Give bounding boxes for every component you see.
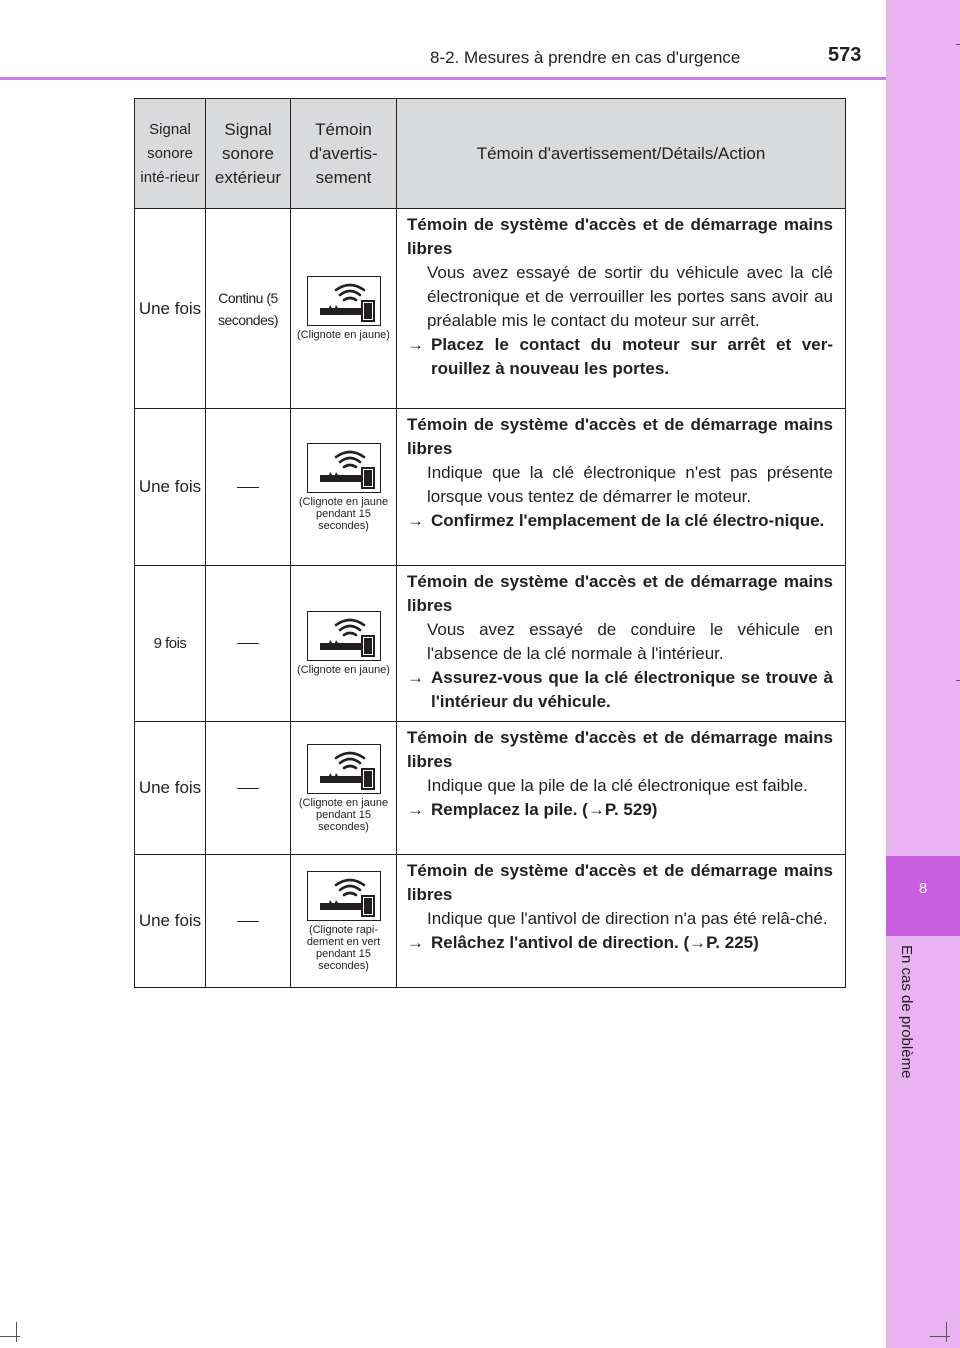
warning-title: Témoin de système d'accès et de démarrage mains libres	[407, 415, 833, 458]
warning-action	[407, 931, 833, 955]
table-header-row	[135, 99, 846, 209]
table-body	[135, 209, 846, 988]
chapter-title: En cas de problème	[898, 945, 915, 1079]
chapter-number: 8	[918, 880, 928, 897]
crop-mark	[16, 1322, 17, 1342]
section-title: 8-2. Mesures à prendre en cas d'urgence	[430, 48, 741, 67]
dash-mark	[237, 487, 259, 488]
smart-key-wave-icon	[307, 611, 381, 661]
warning-light-caption: (Clignote en jaune pendant 15 secondes)	[298, 495, 389, 532]
warning-title: Témoin de système d'accès et de démarrage mains libres	[407, 861, 833, 904]
action-text: Remplacez la pile. (→P. 529)	[431, 800, 658, 819]
warning-light-cell	[291, 855, 397, 988]
details-cell	[397, 722, 846, 855]
interior-buzzer-cell: Une fois	[135, 855, 206, 988]
header-exterior-buzzer: Signal sonore extérieur	[206, 99, 291, 209]
warning-light-caption: (Clignote en jaune)	[297, 329, 390, 341]
interior-buzzer-cell: Une fois	[135, 209, 206, 409]
dash-mark	[237, 921, 259, 922]
exterior-buzzer-cell	[206, 722, 291, 855]
page-number: 573	[828, 44, 862, 66]
header-details: Témoin d'avertissement/Détails/Action	[397, 99, 846, 209]
action-text: Confirmez l'emplacement de la clé électro-nique.	[431, 511, 825, 530]
warning-action	[407, 509, 833, 533]
header-interior-buzzer: Signal sonore inté-rieur	[135, 99, 206, 209]
action-text: Relâchez l'antivol de direction. (→P. 225)	[431, 933, 759, 952]
dash-mark	[237, 643, 259, 644]
warning-light-caption: (Clignote en jaune)	[297, 664, 390, 676]
action-arrow: →	[407, 668, 424, 687]
crop-mark	[956, 680, 960, 681]
crop-mark	[956, 44, 960, 45]
table-row	[135, 855, 846, 988]
warning-light-caption: (Clignote rapi-dement en vert pendant 15 secondes)	[306, 923, 381, 972]
smart-key-wave-icon	[307, 744, 381, 794]
warning-light-cell	[291, 722, 397, 855]
action-text: Placez le contact du moteur sur arrêt et ver-rouillez à nouveau les portes.	[431, 335, 833, 378]
header-rule	[0, 77, 886, 80]
header-warning-light: Témoin d'avertis-sement	[291, 99, 397, 209]
details-cell	[397, 855, 846, 988]
table-row	[135, 209, 846, 409]
action-arrow: →	[407, 800, 424, 819]
details-cell	[397, 209, 846, 409]
smart-key-wave-icon	[307, 276, 381, 326]
warning-description: Indique que l'antivol de direction n'a pas été relâ-ché.	[427, 909, 828, 928]
warning-light-cell	[291, 409, 397, 566]
interior-buzzer-cell: 9 fois	[135, 566, 206, 722]
warning-description: Indique que la clé électronique n'est pas présente lorsque vous tentez de démarrer le moteur.	[427, 463, 833, 506]
warning-action	[407, 666, 833, 714]
interior-buzzer-cell: Une fois	[135, 722, 206, 855]
warning-action	[407, 333, 833, 381]
warning-table	[134, 98, 846, 988]
warning-action	[407, 798, 833, 822]
exterior-buzzer-cell	[206, 855, 291, 988]
table-row	[135, 409, 846, 566]
action-arrow: →	[407, 511, 424, 530]
warning-light-caption: (Clignote en jaune pendant 15 secondes)	[298, 796, 389, 833]
warning-title: Témoin de système d'accès et de démarrage mains libres	[407, 728, 833, 771]
warning-description: Vous avez essayé de sortir du véhicule avec la clé électronique et de verrouiller les portes sans avoir au préalable mis le contact du moteur sur arrêt.	[427, 263, 833, 330]
exterior-buzzer-cell: Continu (5 secondes)	[206, 209, 291, 409]
details-cell	[397, 566, 846, 722]
table-row	[135, 722, 846, 855]
warning-light-cell	[291, 209, 397, 409]
warning-description: Vous avez essayé de conduire le véhicule en l'absence de la clé normale à l'intérieur.	[427, 620, 833, 663]
warning-title: Témoin de système d'accès et de démarrage mains libres	[407, 215, 833, 258]
exterior-buzzer-cell	[206, 566, 291, 722]
action-text: Assurez-vous que la clé électronique se trouve à l'intérieur du véhicule.	[431, 668, 833, 711]
warning-description: Indique que la pile de la clé électronique est faible.	[427, 776, 808, 795]
action-arrow: →	[407, 335, 424, 354]
crop-mark	[930, 1336, 950, 1337]
crop-mark	[946, 1322, 947, 1342]
smart-key-wave-icon	[307, 443, 381, 493]
warning-light-cell	[291, 566, 397, 722]
table-row	[135, 566, 846, 722]
dash-mark	[237, 788, 259, 789]
details-cell	[397, 409, 846, 566]
smart-key-wave-icon	[307, 871, 381, 921]
action-arrow: →	[407, 933, 424, 952]
chapter-side-tab	[886, 0, 960, 1348]
interior-buzzer-cell: Une fois	[135, 409, 206, 566]
warning-title: Témoin de système d'accès et de démarrage mains libres	[407, 572, 833, 615]
crop-mark	[0, 1336, 20, 1337]
exterior-buzzer-cell	[206, 409, 291, 566]
